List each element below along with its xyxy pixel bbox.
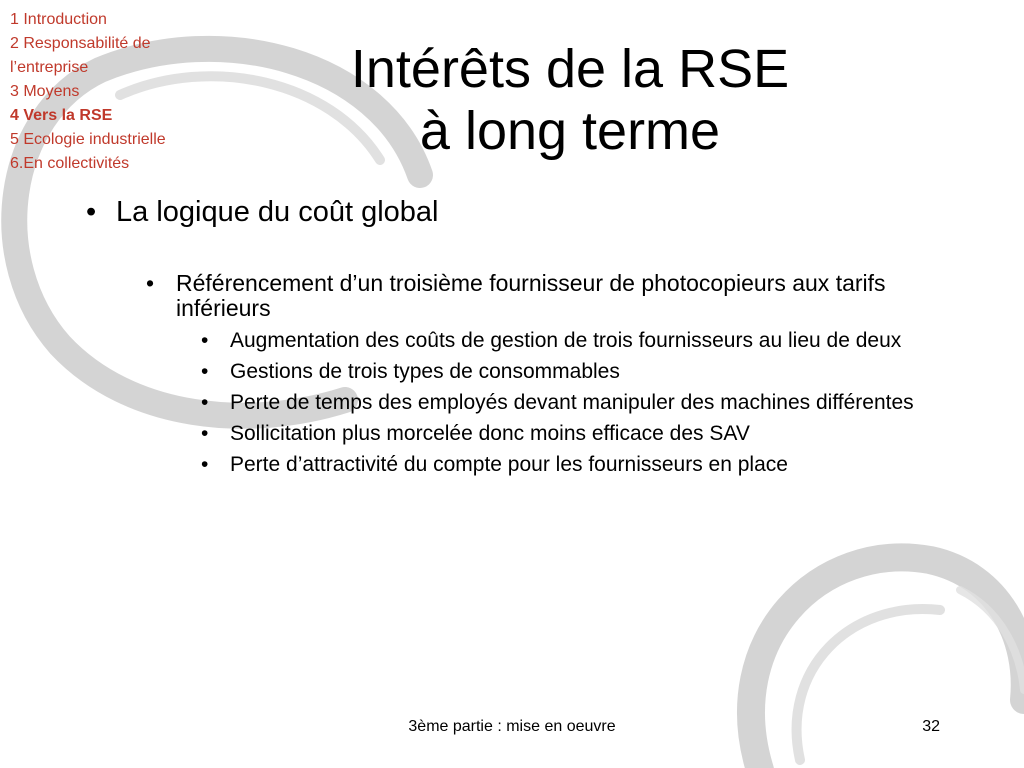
bullet-level3-text: Perte d’attractivité du compte pour les fournisseurs en place (230, 453, 788, 476)
table-of-contents (10, 8, 240, 176)
bullet-level3 (195, 391, 950, 415)
bullet-dot-icon: • (201, 453, 209, 476)
bullet-dot-icon: • (146, 270, 155, 296)
bullet-dot-icon: • (201, 391, 209, 414)
bullet-level3-text: Augmentation des coûts de gestion de trois fournisseurs au lieu de deux (230, 329, 902, 352)
bullet-level3 (195, 422, 950, 446)
slide-footer: 3ème partie : mise en oeuvre (408, 718, 616, 735)
bullet-dot-icon: • (201, 329, 209, 352)
toc-item-introduction[interactable]: 1 Introduction (10, 11, 107, 28)
bullet-level3-text: Gestions de trois types de consommables (230, 360, 620, 383)
toc-item-vers-la-rse[interactable]: 4 Vers la RSE (10, 107, 113, 124)
toc-item-moyens[interactable]: 3 Moyens (10, 83, 80, 100)
bullet-dot-icon: • (201, 360, 209, 383)
bullet-level2-text: Référencement d’un troisième fournisseur de photocopieurs aux tarifs inférieurs (176, 270, 886, 321)
toc-item-collectivites[interactable]: 6.En collectivités (10, 155, 130, 172)
slide-title (290, 38, 850, 162)
bullet-level3 (195, 453, 950, 477)
toc-item-responsabilite[interactable]: 2 Responsabilité de (10, 35, 151, 52)
bullet-dot-icon: • (201, 422, 209, 445)
page-number: 32 (922, 718, 940, 735)
bullet-level2 (140, 271, 960, 321)
bullet-level1-text: La logique du coût global (116, 196, 439, 228)
slide-content (80, 195, 960, 477)
bullet-level3-text: Perte de temps des employés devant manipuler des machines différentes (230, 391, 914, 414)
bullet-level3-text: Sollicitation plus morcelée donc moins efficace des SAV (230, 422, 750, 445)
bullet-level3 (195, 360, 950, 384)
bullet-level1 (80, 195, 960, 229)
toc-item-responsabilite-cont[interactable]: l’entreprise (10, 59, 89, 76)
slide-title-line1: Intérêts de la RSE (350, 39, 790, 100)
slide-title-line2: à long terme (419, 101, 721, 162)
toc-item-ecologie-industrielle[interactable]: 5 Ecologie industrielle (10, 131, 166, 148)
bullet-dot-icon: • (86, 196, 97, 228)
bullet-level3 (195, 329, 950, 353)
